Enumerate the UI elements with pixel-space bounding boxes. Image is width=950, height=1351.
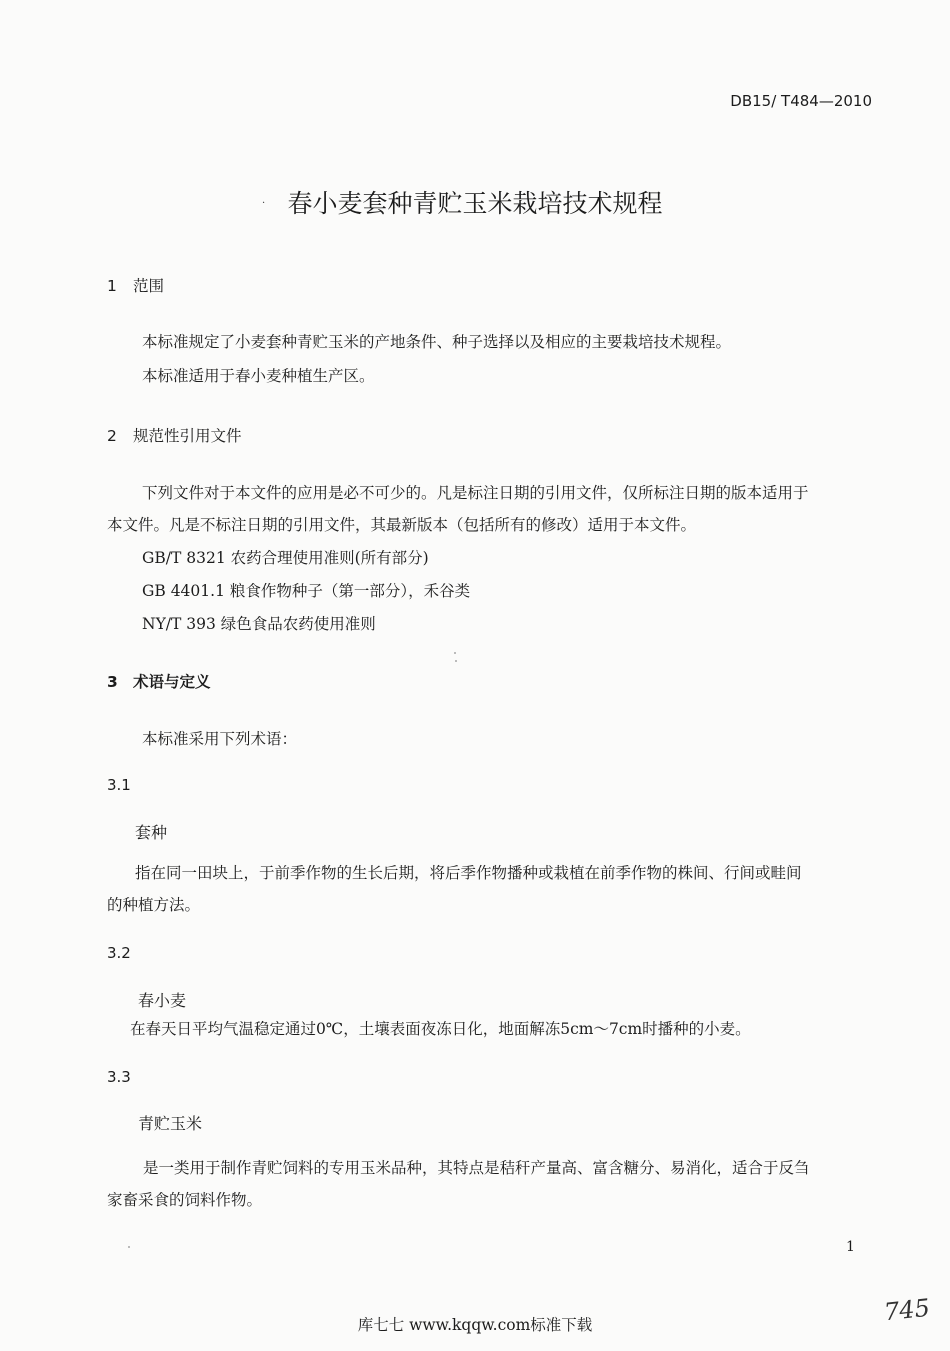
- stray-dot: ·: [262, 198, 266, 209]
- handwritten-page-mark: 745: [882, 1293, 932, 1327]
- section-heading-references: [107, 424, 242, 446]
- term-number: 3.3: [107, 1068, 131, 1086]
- page-number: 1: [846, 1239, 855, 1255]
- section-number: 1: [107, 277, 117, 295]
- term-definition-line-2: 家畜采食的饲料作物。: [107, 1191, 263, 1209]
- reference-item: GB/T 8321 农药合理使用准则(所有部分): [142, 549, 429, 567]
- scope-paragraph-2: 本标准适用于春小麦种植生产区。: [142, 367, 375, 385]
- section-heading-terms: [107, 670, 211, 692]
- term-heading: 套种: [135, 823, 168, 842]
- references-intro-line-2: 本文件。凡是不标注日期的引用文件，其最新版本（包括所有的修改）适用于本文件。: [107, 516, 697, 534]
- references-intro-line-1: 下列文件对于本文件的应用是必不可少的。凡是标注日期的引用文件，仅所标注日期的版本适用于: [142, 484, 809, 502]
- scan-speck: [128, 1246, 130, 1248]
- scan-speck: [454, 652, 456, 654]
- download-footer: 库七七 www.kqqw.com标准下载: [357, 1316, 593, 1334]
- term-heading: 青贮玉米: [138, 1114, 203, 1133]
- section-number: 2: [107, 427, 117, 445]
- terms-intro: 本标准采用下列术语：: [142, 730, 298, 748]
- section-number: 3: [107, 673, 118, 691]
- scan-speck: [455, 660, 457, 662]
- term-definition-line-1: 指在同一田块上，于前季作物的生长后期，将后季作物播种或栽植在前季作物的株间、行间或畦间: [135, 864, 802, 882]
- term-definition-line-2: 的种植方法。: [107, 896, 201, 914]
- standard-code: DB15/ T484—2010: [730, 92, 872, 110]
- term-definition-line-1: 在春天日平均气温稳定通过0℃，土壤表面夜冻日化，地面解冻5cm～7cm时播种的小麦。: [130, 1020, 751, 1038]
- reference-item: GB 4401.1 粮食作物种子（第一部分），禾谷类: [142, 582, 471, 600]
- term-number: 3.2: [107, 944, 131, 962]
- section-title: 规范性引用文件: [133, 427, 242, 445]
- term-definition-line-1: 是一类用于制作青贮饲料的专用玉米品种，其特点是秸秆产量高、富含糖分、易消化，适合于反刍: [143, 1159, 810, 1177]
- document-title: 春小麦套种青贮玉米栽培技术规程: [287, 189, 663, 218]
- section-title: 术语与定义: [133, 673, 211, 691]
- term-heading: 春小麦: [138, 991, 187, 1010]
- scope-paragraph-1: 本标准规定了小麦套种青贮玉米的产地条件、种子选择以及相应的主要栽培技术规程。: [142, 333, 732, 351]
- section-heading-scope: [107, 274, 164, 296]
- term-number: 3.1: [107, 776, 131, 794]
- reference-item: NY/T 393 绿色食品农药使用准则: [142, 615, 376, 633]
- section-title: 范围: [133, 277, 165, 295]
